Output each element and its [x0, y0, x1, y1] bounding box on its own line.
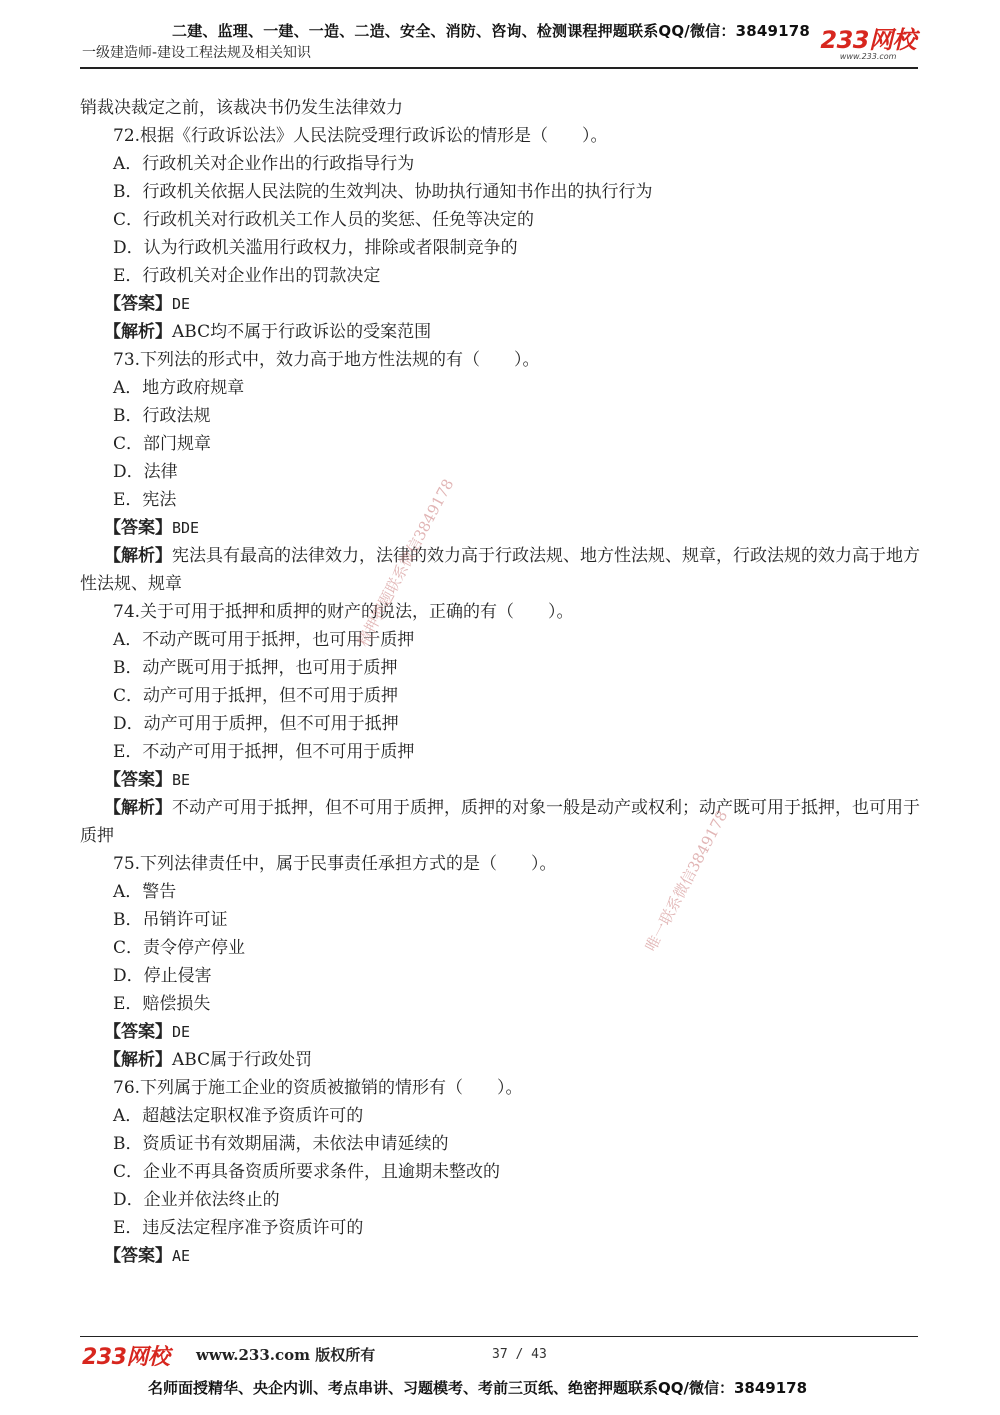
answer-line: [80, 1018, 920, 1046]
answer-value: DE: [172, 1023, 191, 1041]
question-option: B．行政机关依据人民法院的生效判决、协助执行通知书作出的执行行为: [113, 182, 653, 202]
question-option: E．赔偿损失: [113, 994, 211, 1014]
answer-label: 【答案】: [104, 1246, 172, 1266]
question-option: A．地方政府规章: [113, 378, 245, 398]
page-number: 37 / 43: [492, 1347, 547, 1362]
question-option: A．超越法定职权准予资质许可的: [113, 1106, 364, 1126]
question-option: B．行政法规: [113, 406, 211, 426]
question-option: C．动产可用于抵押，但不可用于质押: [113, 686, 399, 706]
question-option: D．法律: [113, 462, 178, 482]
question-option: D．企业并依法终止的: [113, 1190, 280, 1210]
answer-value: AE: [172, 1247, 191, 1265]
explanation-label: 【解析】: [104, 798, 172, 818]
question-option: E．不动产可用于抵押，但不可用于质押: [113, 742, 415, 762]
answer-value: DE: [172, 295, 191, 313]
explanation-line: [80, 1046, 920, 1074]
question-option: C．责令停产停业: [113, 938, 246, 958]
explanation-line: [80, 542, 920, 598]
logo-url: www.233.com: [839, 52, 897, 61]
question-option: A．警告: [113, 882, 177, 902]
watermark-text: 唯一联系微信3849178: [641, 807, 732, 955]
footer-divider: [80, 1336, 918, 1337]
footer-logo: 233网校: [82, 1345, 170, 1370]
explanation-line: [80, 318, 920, 346]
question-stem: 75.下列法律责任中，属于民事责任承担方式的是（ ）。: [113, 854, 557, 874]
answer-line: [80, 1242, 920, 1270]
question-stem: 76.下列属于施工企业的资质被撤销的情形有（ ）。: [113, 1078, 523, 1098]
explanation-text: ABC均不属于行政诉讼的受案范围: [172, 322, 432, 342]
answer-value: BE: [172, 771, 191, 789]
explanation-label: 【解析】: [104, 322, 172, 342]
question-option: E．宪法: [113, 490, 177, 510]
explanation-text: 不动产可用于抵押，但不可用于质押，质押的对象一般是动产或权利；动产既可用于抵押，也可用于质押: [80, 798, 920, 846]
answer-line: [80, 766, 920, 794]
question-option: E．违反法定程序准予资质许可的: [113, 1218, 364, 1238]
brand-logo: [820, 28, 916, 61]
answer-label: 【答案】: [104, 1022, 172, 1042]
question-option: C．企业不再具备资质所要求条件，且逾期未整改的: [113, 1162, 501, 1182]
question-option: A．行政机关对企业作出的行政指导行为: [113, 154, 415, 174]
question-option: D．认为行政机关滥用行政权力，排除或者限制竞争的: [113, 238, 518, 258]
question-option: B．动产既可用于抵押，也可用于质押: [113, 658, 398, 678]
footer-copyright: www.233.com 版权所有: [196, 1346, 376, 1364]
question-stem: 72.根据《行政诉讼法》人民法院受理行政诉讼的情形是（ ）。: [113, 126, 608, 146]
explanation-text: ABC属于行政处罚: [172, 1050, 313, 1070]
question-option: B．资质证书有效期届满，未依法申请延续的: [113, 1134, 449, 1154]
answer-label: 【答案】: [104, 294, 172, 314]
header-divider: [80, 67, 918, 69]
answer-label: 【答案】: [104, 770, 172, 790]
explanation-text: 宪法具有最高的法律效力，法律的效力高于行政法规、地方性法规、规章，行政法规的效力高于地方性法规、规章: [80, 546, 920, 594]
question-option: A．不动产既可用于抵押，也可用于质押: [113, 630, 415, 650]
answer-label: 【答案】: [104, 518, 172, 538]
question-stem: 73.下列法的形式中，效力高于地方性法规的有（ ）。: [113, 350, 540, 370]
watermark-text: 精押押题联系微信3849178: [353, 475, 458, 650]
answer-line: [80, 514, 920, 542]
document-subtitle: 一级建造师-建设工程法规及相关知识: [82, 45, 312, 61]
answer-line: [80, 290, 920, 318]
answer-value: BDE: [172, 519, 200, 537]
question-option: B．吊销许可证: [113, 910, 228, 930]
question-option: D．动产可用于质押，但不可用于抵押: [113, 714, 399, 734]
question-option: C．行政机关对行政机关工作人员的奖惩、任免等决定的: [113, 210, 535, 230]
explanation-label: 【解析】: [104, 546, 172, 566]
question-stem: 74.关于可用于抵押和质押的财产的说法，正确的有（ ）。: [113, 602, 574, 622]
question-option: D．停止侵害: [113, 966, 212, 986]
document-body: [80, 94, 920, 1270]
explanation-label: 【解析】: [104, 1050, 172, 1070]
explanation-line: [80, 794, 920, 850]
logo-text: 233网校: [820, 26, 916, 54]
question-option: C．部门规章: [113, 434, 212, 454]
header-promo: 二建、监理、一建、一造、二造、安全、消防、咨询、检测课程押题联系QQ/微信：3849178: [172, 22, 811, 40]
question-option: E．行政机关对企业作出的罚款决定: [113, 266, 381, 286]
carryover-text: 销裁决裁定之前，该裁决书仍发生法律效力: [80, 98, 403, 118]
footer-promo: 名师面授精华、央企内训、考点串讲、习题模考、考前三页纸、绝密押题联系QQ/微信：3849178: [148, 1379, 808, 1397]
